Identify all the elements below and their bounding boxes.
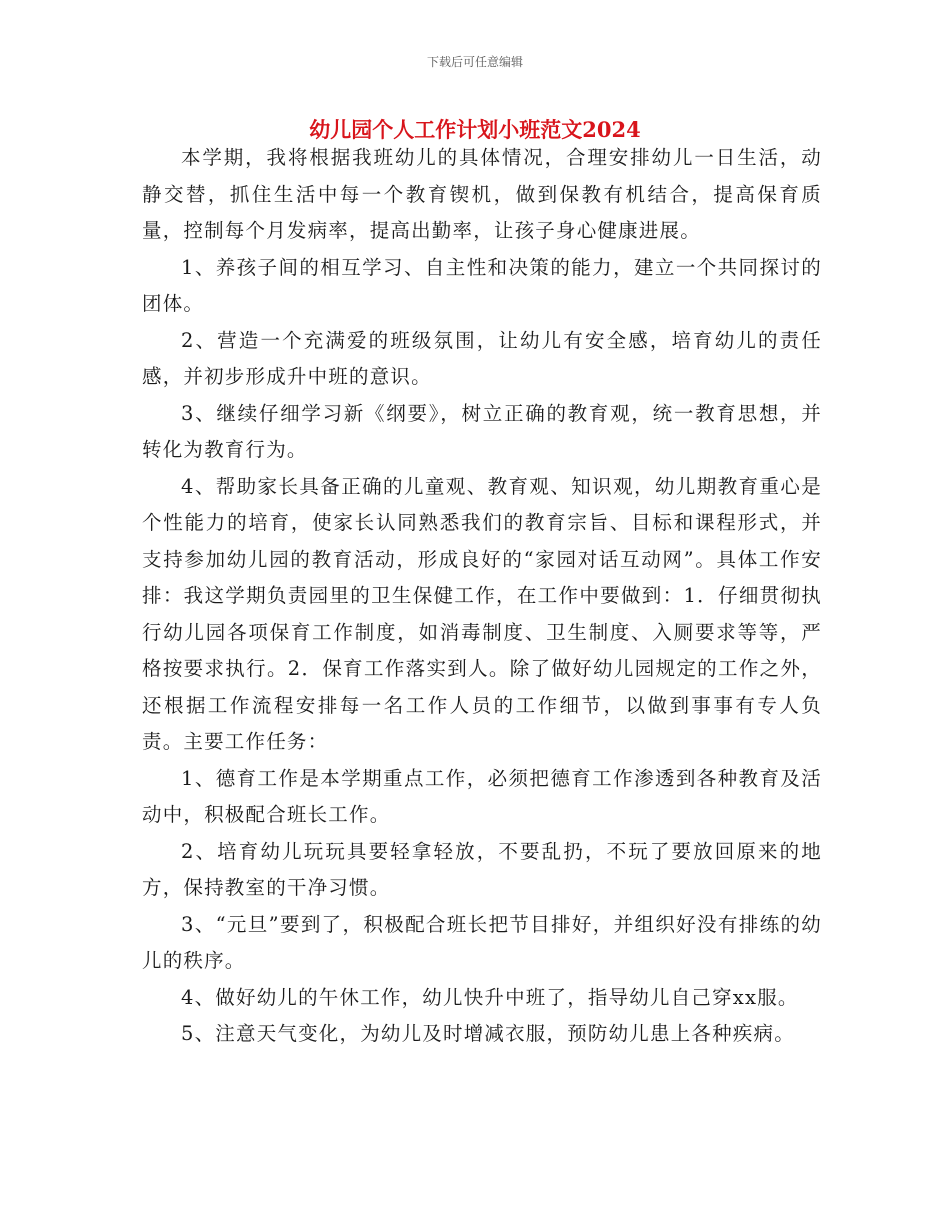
task-item-4: 4、做好幼儿的午休工作，幼儿快升中班了，指导幼儿自己穿xx服。 (181, 985, 799, 1009)
intro-paragraph: 本学期，我将根据我班幼儿的具体情况，合理安排幼儿一日生活，动静交替，抓住生活中每一个教育锲机，做到保教有机结合，提高保育质量，控制每个月发病率，提高出勤率，让孩子身心健康进展。 (142, 146, 822, 242)
task-item-1: 1、德育工作是本学期重点工作，必须把德育工作渗透到各种教育及活动中，积极配合班长工作。 (142, 766, 822, 826)
document-title: 幼儿园个人工作计划小班范文2024 (309, 117, 641, 142)
task-item-2: 2、培育幼儿玩玩具要轻拿轻放，不要乱扔，不玩了要放回原来的地方，保持教室的干净习惯。 (142, 839, 822, 899)
header-note: 下载后可任意编辑 (426, 55, 523, 69)
goal-item-2: 2、营造一个充满爱的班级氛围，让幼儿有安全感，培育幼儿的责任感，并初步形成升中班的意识。 (142, 328, 822, 388)
document-body (142, 140, 822, 1053)
task-item-3: 3、“元旦”要到了，积极配合班长把节目排好，并组织好没有排练的幼儿的秩序。 (142, 912, 822, 972)
goal-item-1: 1、养孩子间的相互学习、自主性和决策的能力，建立一个共同探讨的团体。 (142, 255, 822, 315)
goal-item-3: 3、继续仔细学习新《纲要》，树立正确的教育观，统一教育思想，并转化为教育行为。 (142, 401, 822, 461)
task-item-5: 5、注意天气变化，为幼儿及时增减衣服，预防幼儿患上各种疾病。 (181, 1022, 795, 1045)
goal-item-4: 4、帮助家长具备正确的儿童观、教育观、知识观，幼儿期教育重心是个性能力的培育，使家长认同熟悉我们的教育宗旨、目标和课程形式，并支持参加幼儿园的教育活动，形成良好的“家园对话互动网”。具体工作安排：我这学期负责园里的卫生保健工作，在工作中要做到：1．仔细贯彻执行幼儿园各项保育工作制度，如消毒制度、卫生制度、入厕要求等等，严格按要求执行。2．保育工作落实到人。除了做好幼儿园规定的工作之外，还根据工作流程安排每一名工作人员的工作细节，以做到事事有专人负责。主要工作任务： (142, 474, 822, 753)
